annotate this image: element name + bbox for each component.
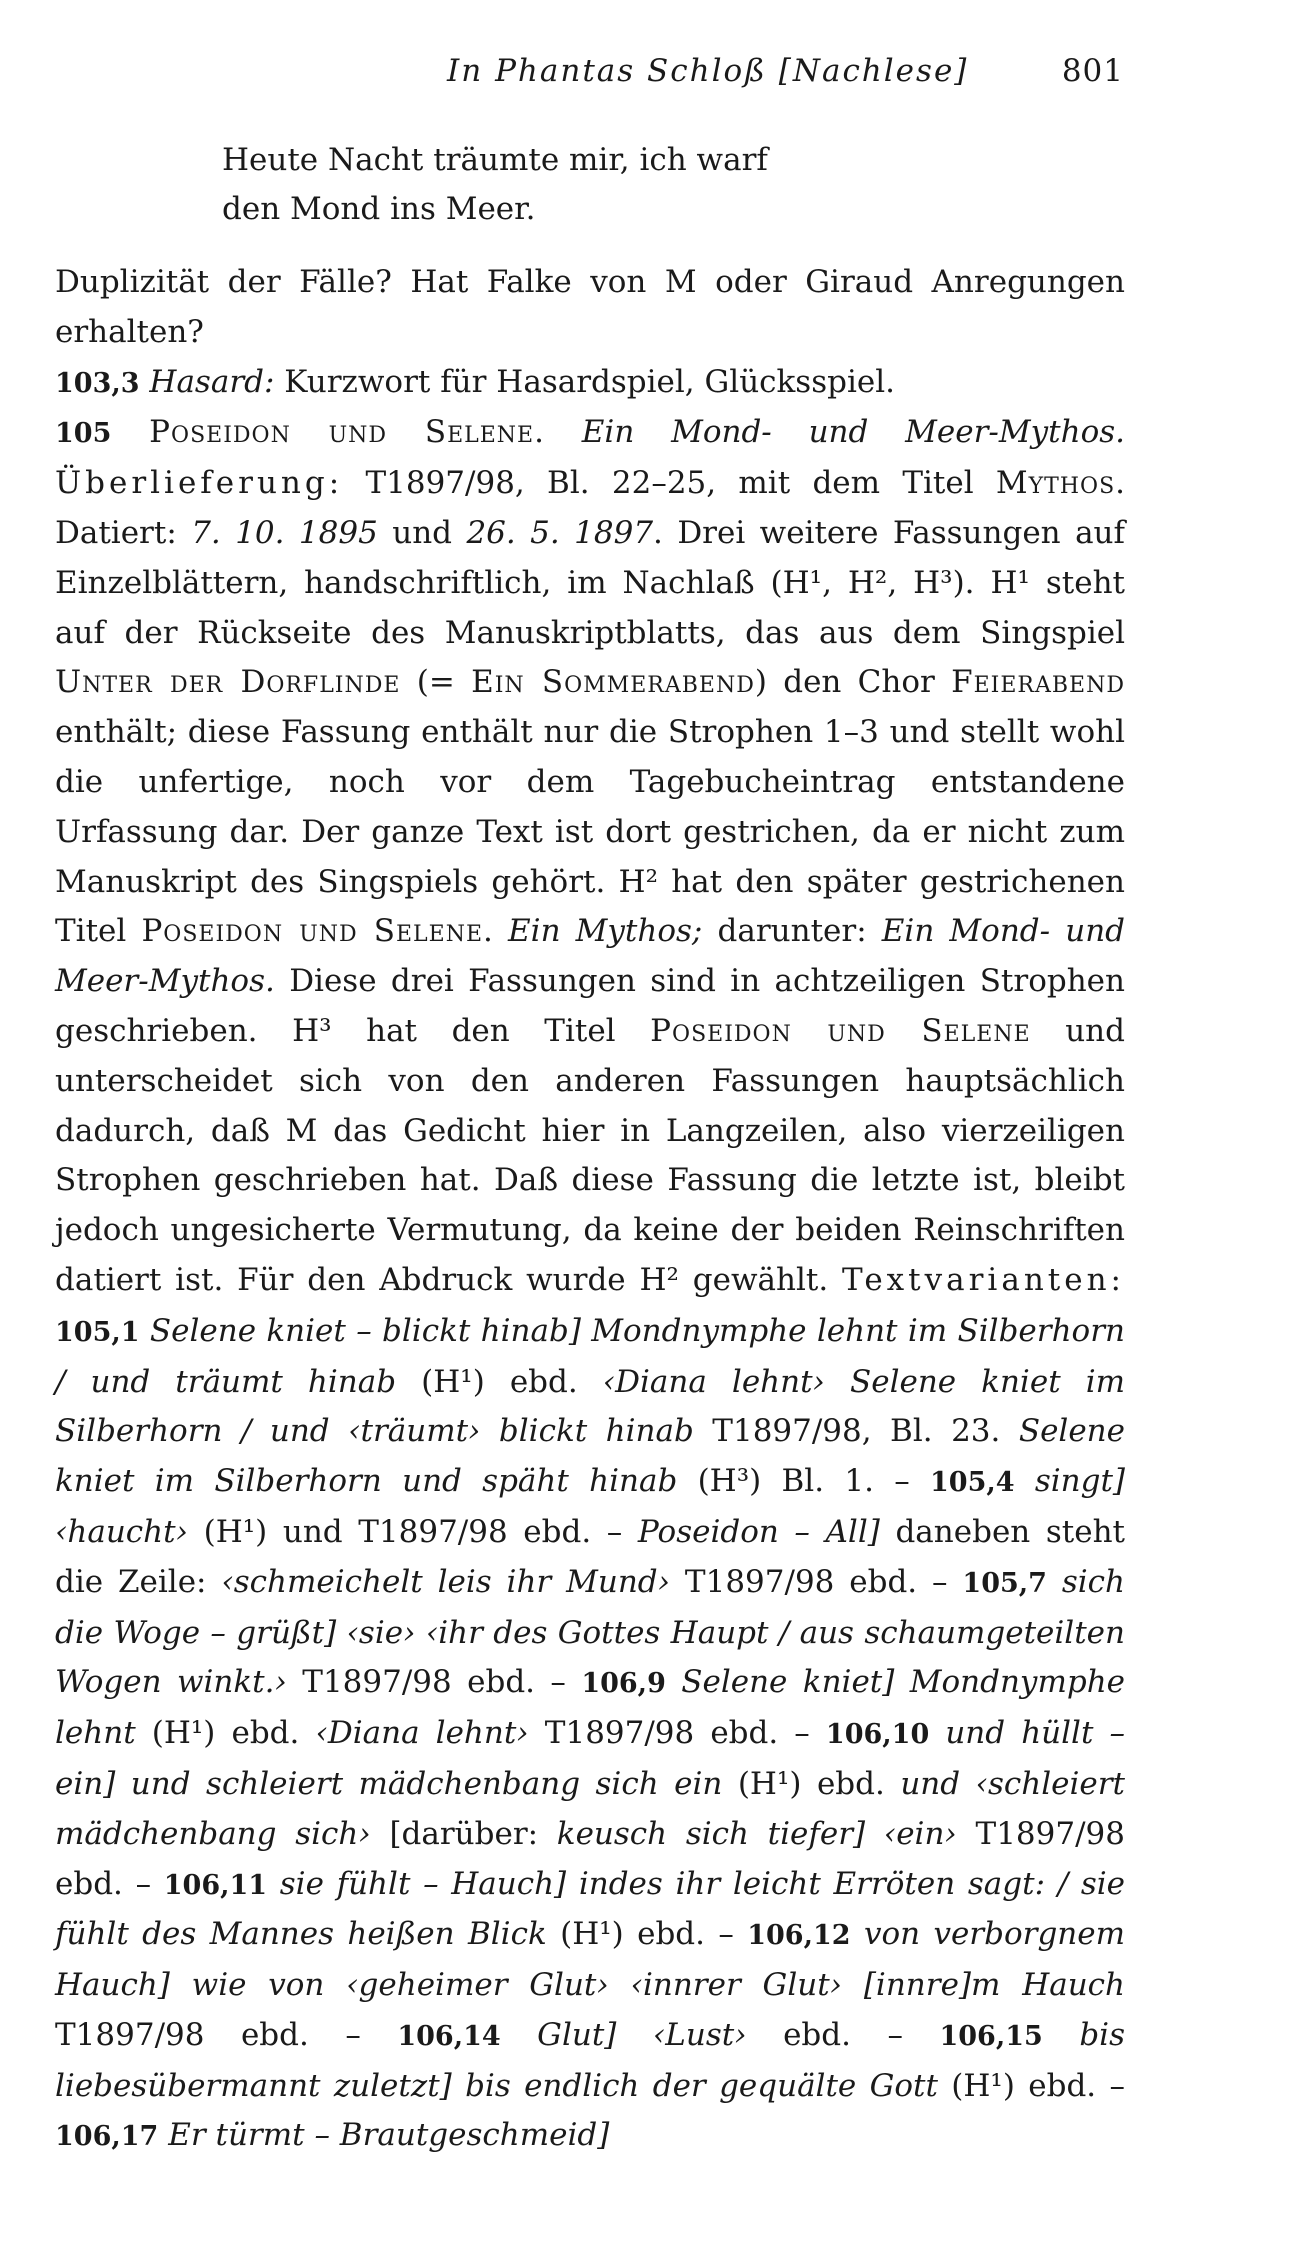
subtitle: Ein Mond- und Meer-Mythos. [544, 414, 1125, 451]
title-reference: Poseidon und Selene [650, 1012, 1031, 1049]
text-segment: (= [400, 664, 472, 701]
variant-text: Glut] ‹Lust› [500, 2016, 747, 2053]
paragraph-poseidon-selene [55, 408, 1125, 2162]
variant-text: und hüllt – ein] und schleiert mädchenbang sich ein [55, 1715, 1126, 1802]
paragraph-hasard [55, 358, 1125, 409]
line-ref: 103,3 [55, 367, 140, 399]
paragraph-duplicity: Duplizität der Fälle? Hat Falke von M oder Giraud Anregungen erhalten? [55, 264, 1125, 350]
text-segment: . Datiert: [55, 465, 1125, 551]
italic-segment: Ein Mythos; [508, 913, 703, 950]
poem-title: Poseidon und Selene. [111, 414, 545, 451]
line-ref: 106,9 [581, 1668, 666, 1700]
line-ref: 105,1 [55, 1316, 140, 1348]
variant-text: ‹Diana lehnt› [315, 1715, 529, 1752]
title-reference: Unter der Dorflinde [55, 664, 401, 701]
text-segment: ebd. – [746, 2016, 940, 2053]
text-segment: enthält; diese Fassung enthält nur die Strophen 1–3 und stellt wohl die unfertige, noch vor dem Tagebucheintrag entstandene Urfassung dar. Der ganze Text ist dort gestrichen, da er nicht zum Manuskript des Singspiels gehört. H² hat den später gestrichenen Titel [55, 714, 1125, 950]
variant-text: ‹Diana lehnt› Selene kniet im Silberhorn / und ‹träumt› blickt hinab [55, 1363, 1125, 1450]
text-segment: und unterscheidet sich von den anderen Fassungen hauptsächlich dadurch, daß M das Gedicht hier in Langzeilen, also vierzeiligen Strophen geschrieben hat. Daß diese Fassung die letzte ist, bleibt jedoch ungesicherte Vermutung, da keine der beiden Reinschriften datiert ist. Für den Abdruck wurde H² gewählt. [55, 1012, 1125, 1298]
variant-text: sich die Woge – grüßt] ‹sie› ‹ihr des Gottes Haupt / aus schaumgeteilten Wogen winkt.› [55, 1563, 1125, 1701]
verse-line: Heute Nacht träumte mir, ich warf [222, 142, 768, 178]
text-segment: . Drei weitere Fassungen auf Einzelblättern, handschriftlich, im Nachlaß (H¹, H², H³). H¹ steht auf der Rückseite des Manuskriptblatts, das aus dem Singspiel [55, 514, 1125, 651]
line-ref: 105,7 [962, 1567, 1047, 1599]
commentary-text [55, 258, 1125, 2162]
date: 7. 10. 1895 [191, 514, 378, 551]
running-head: In Phantas Schloß [Nachlese] [447, 53, 969, 89]
text-segment: T1897/98 ebd. – [670, 1563, 963, 1600]
verse-line: den Mond ins Meer. [222, 191, 536, 227]
text-segment: (H¹) und T1897/98 ebd. – [188, 1513, 638, 1550]
title-reference: Mythos [995, 465, 1116, 502]
title-reference: Poseidon und Selene [141, 913, 484, 950]
variant-text: keusch sich tiefer] ‹ein› [556, 1815, 957, 1852]
verse-quote [222, 136, 768, 234]
text-segment: ) den Chor [754, 664, 952, 701]
text-segment: und [377, 514, 467, 551]
line-ref: 106,10 [825, 1719, 930, 1751]
line-ref: 106,17 [55, 2121, 159, 2153]
text-segment: (H³) Bl. 1. – [677, 1463, 930, 1500]
italic-segment: Ein Mond- und Meer-Mythos. [55, 913, 1126, 1000]
text-segment: daneben steht die Zeile: [55, 1513, 1125, 1600]
text-segment: (H¹) ebd. [135, 1715, 316, 1752]
date: 26. 5. 1897 [466, 514, 654, 551]
variant-text: Selene kniet] Mondnymphe lehnt [55, 1664, 1125, 1752]
variant-text: Poseidon – All] [637, 1513, 880, 1550]
text-segment: (H¹) ebd. – [937, 2067, 1125, 2104]
page-number: 801 [1061, 53, 1124, 89]
text-segment: T1897/98 ebd. – [528, 1715, 826, 1752]
line-ref: 106,12 [747, 1920, 851, 1952]
text-segment: (H¹) ebd. – [546, 1916, 748, 1953]
variant-text: Selene kniet im Silberhorn und späht hinab [55, 1413, 1125, 1500]
title-reference: Feierabend [951, 664, 1125, 701]
section-label: Textvarianten: [842, 1261, 1125, 1298]
variant-text: Er türmt – Brautgeschmeid] [158, 2117, 610, 2154]
text-segment: (H¹) ebd. [396, 1363, 603, 1400]
line-ref: 106,11 [163, 1869, 268, 1901]
variant-text: ‹schmeichelt leis ihr Mund› [221, 1563, 671, 1600]
section-label: Überlieferung: [55, 465, 344, 502]
variant-text: Selene kniet – blickt hinab] Mondnymphe lehnt im Silberhorn / und träumt hinab [55, 1312, 1125, 1400]
text-segment: T1897/98, Bl. 23. [693, 1413, 1019, 1450]
variant-text: bis liebesübermannt zuletzt] bis endlich der gequälte Gott [55, 2016, 1125, 2104]
text-segment: Diese drei Fassungen sind in achtzeiligen Strophen geschrieben. H³ hat den Titel [55, 963, 1125, 1049]
variant-text: singt] ‹haucht› [55, 1463, 1126, 1550]
text-segment: T1897/98 ebd. – [286, 1664, 582, 1701]
line-ref: 106,15 [939, 2020, 1043, 2052]
text-segment: T1897/98, Bl. 22–25, mit dem Titel [343, 465, 996, 502]
variant-text: von verborgnem Hauch] wie von ‹geheimer Glut› ‹innrer Glut› [innre]m Hauch [55, 1916, 1125, 2004]
text-segment: T1897/98 ebd. – [55, 2016, 398, 2053]
text-segment: . [483, 913, 509, 950]
line-ref: 106,14 [397, 2020, 501, 2052]
text-segment: T1897/98 ebd. – [55, 1815, 1125, 1902]
poem-number: 105 [55, 418, 112, 450]
title-reference: Ein Sommerabend [471, 664, 755, 701]
text-segment: (H¹) ebd. [722, 1765, 901, 1802]
text-segment: [darüber: [370, 1815, 557, 1852]
variant-text: sie fühlt – Hauch] indes ihr leicht Erröten sagt: / sie fühlt des Mannes heißen Blick [55, 1865, 1125, 1953]
text-segment: darunter: [702, 913, 882, 950]
variant-text: und ‹schleiert mädchenbang sich› [55, 1765, 1125, 1852]
lemma: Hasard: [149, 363, 275, 400]
line-ref: 105,4 [930, 1467, 1015, 1499]
gloss: Kurzwort für Hasardspiel, Glücksspiel. [274, 363, 895, 400]
